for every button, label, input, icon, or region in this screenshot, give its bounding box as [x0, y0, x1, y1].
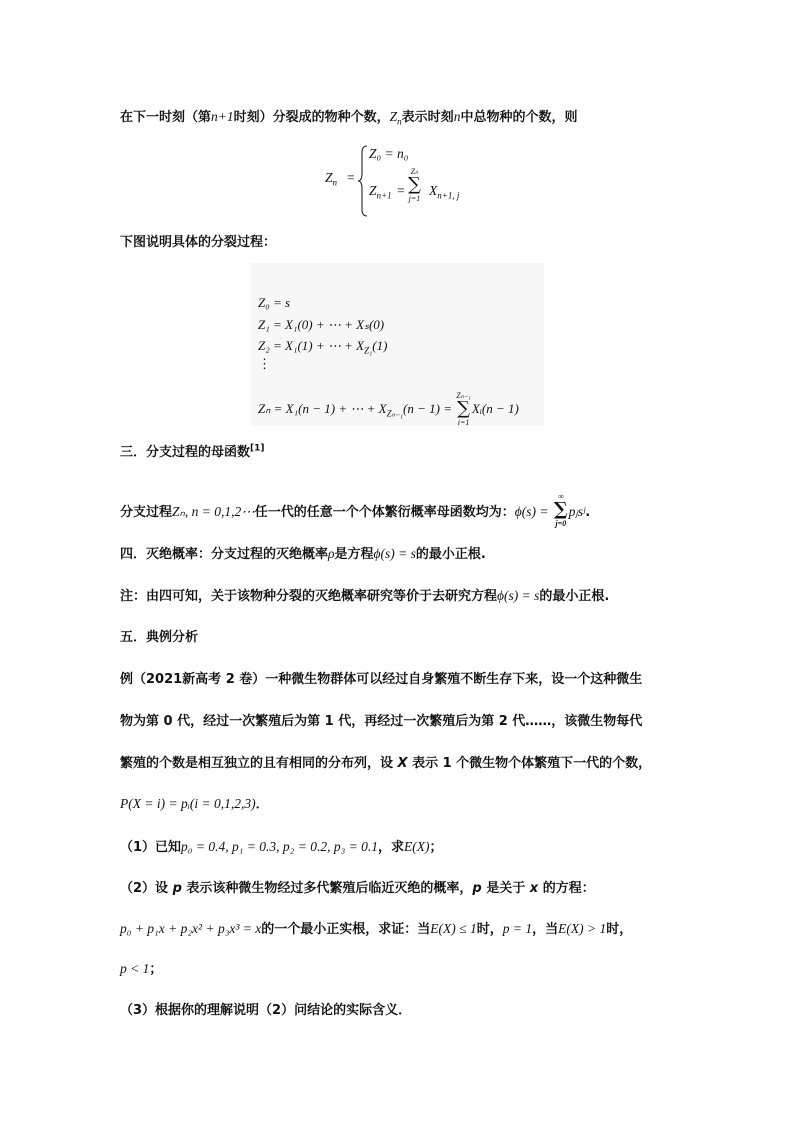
question-2-line-2: p₀ + p₁x + p₂x² + p₃x³ = x的一个最小正实根，求证：当E(X) ≤ 1时，p = 1，当E(X) > 1时，	[120, 921, 633, 937]
question-2-line-1: （2）设 p 表示该种微生物经过多代繁殖后临近灭绝的概率，p 是关于 x 的方程：	[120, 881, 595, 896]
section4-math: ϕ(s) = s	[373, 546, 416, 561]
section4-line: 四．灭绝概率：分支过程的灭绝概率ρ是方程ϕ(s) = s的最小正根.	[120, 546, 486, 562]
q2-condition-1: E(X) ≤ 1	[430, 921, 477, 936]
q1-expectation: E(X)	[404, 839, 430, 854]
q2-equation: p₀ + p₁x + p₂x² + p₃x³ = x	[120, 921, 262, 936]
figure-line-3: Z₂ = X₁(1) + ⋯ + $X_{Z_1}(1)$	[258, 338, 388, 356]
section3-math-3: pⱼsʲ	[568, 504, 586, 519]
distribution-formula: P(X = i) = pᵢ(i = 0,1,2,3)	[120, 796, 256, 811]
intro-text-3: 表示时刻	[401, 110, 454, 125]
q1-given-values: p₀ = 0.4, p₁ = 0.3, p₂ = 0.2, p₃ = 0.1	[181, 839, 379, 854]
intro-text-2: 时刻）分裂成的物种个数，	[233, 110, 390, 125]
example-line-4: P(X = i) = pᵢ(i = 0,1,2,3)．	[120, 796, 269, 812]
figure-line-5: Zₙ = X₁(n − 1) + ⋯ + $X_{Z_{n-1}}(n - 1)$ = Zₙ₋₁ ∑ i=1 Xᵢ(n − 1)	[258, 391, 519, 427]
intro-math-1: n+1	[211, 109, 234, 124]
example-line-3: 繁殖的个数是相互独立的且有相同的分布列，设 X 表示 1 个微生物个体繁殖下一代的个数，	[120, 756, 652, 771]
section3-math-2: ϕ(s) =	[514, 504, 549, 519]
figure-line-4: ⋮	[258, 356, 271, 371]
system-row1: Z₀ = n₀	[369, 146, 409, 161]
intro-text-1: 在下一时刻（第	[120, 110, 212, 125]
system-sum: Zₙ ∑ j=1	[408, 167, 421, 203]
section5-heading: 五．典例分析	[120, 630, 199, 645]
system-row2-right: $X_{n+1, j}$	[429, 183, 460, 201]
figure-line-2: Z₁ = X₁(0) + ⋯ + Xₛ(0)	[258, 317, 385, 332]
section3-sum: ∞ ∑ j=0	[554, 492, 568, 528]
question-1: （1）已知p₀ = 0.4, p₁ = 0.3, p₂ = 0.2, p₃ = 0.1，求E(X)；	[120, 839, 443, 855]
intro-math-3: n	[453, 109, 461, 124]
example-line-2: 物为第 0 代，经过一次繁殖后为第 1 代，再经过一次繁殖后为第 2 代……，该微生物每代	[120, 714, 643, 729]
figure-sum: Zₙ₋₁ ∑ i=1	[456, 391, 471, 427]
system-row2-eq: =	[397, 183, 405, 198]
system-eq: =	[347, 170, 355, 185]
q2-result-1: p = 1	[502, 921, 533, 936]
intro-text-4: 中总物种的个数，则	[460, 110, 578, 125]
intro-math-2: $Z_n$	[389, 109, 402, 127]
section3-heading: 三．分支过程的母函数[1]	[120, 443, 265, 460]
question-2-line-3: p < 1；	[120, 961, 163, 977]
figure-line-1: Z₀ = s	[258, 295, 291, 310]
note-math: ϕ(s) = s	[497, 588, 540, 603]
system-brace	[357, 145, 369, 217]
section3-math-1: Zₙ, n = 0,1,2⋯	[172, 504, 255, 519]
section3-body: 分支过程Zₙ, n = 0,1,2⋯任一代的任意一个个体繁衍概率母函数均为：ϕ(s) = ∞ ∑ j=0 pⱼsʲ.	[120, 492, 591, 528]
recurrence-system	[325, 143, 485, 217]
system-row2-left: $Z_{n+1}$	[369, 183, 392, 201]
example-line-1: 例（2021新高考 2 卷）一种微生物群体可以经过自身繁殖不断生存下来，设一个这种微生	[120, 672, 643, 687]
q2-result-2: p < 1	[120, 961, 150, 976]
citation-ref: [1]	[250, 443, 265, 454]
q2-condition-2: E(X) > 1	[558, 921, 607, 936]
intro-line	[120, 108, 577, 127]
process-figure	[250, 263, 544, 426]
rho-symbol: ρ	[328, 546, 335, 561]
variable-x: X	[397, 756, 408, 771]
question-3: （3）根据你的理解说明（2）问结论的实际含义．	[120, 1003, 412, 1018]
note-line: 注：由四可知，关于该物种分裂的灭绝概率研究等价于去研究方程ϕ(s) = s的最小正根.	[120, 588, 610, 604]
system-lhs: $Z_n$	[325, 170, 338, 188]
process-caption: 下图说明具体的分裂过程：	[120, 235, 277, 250]
